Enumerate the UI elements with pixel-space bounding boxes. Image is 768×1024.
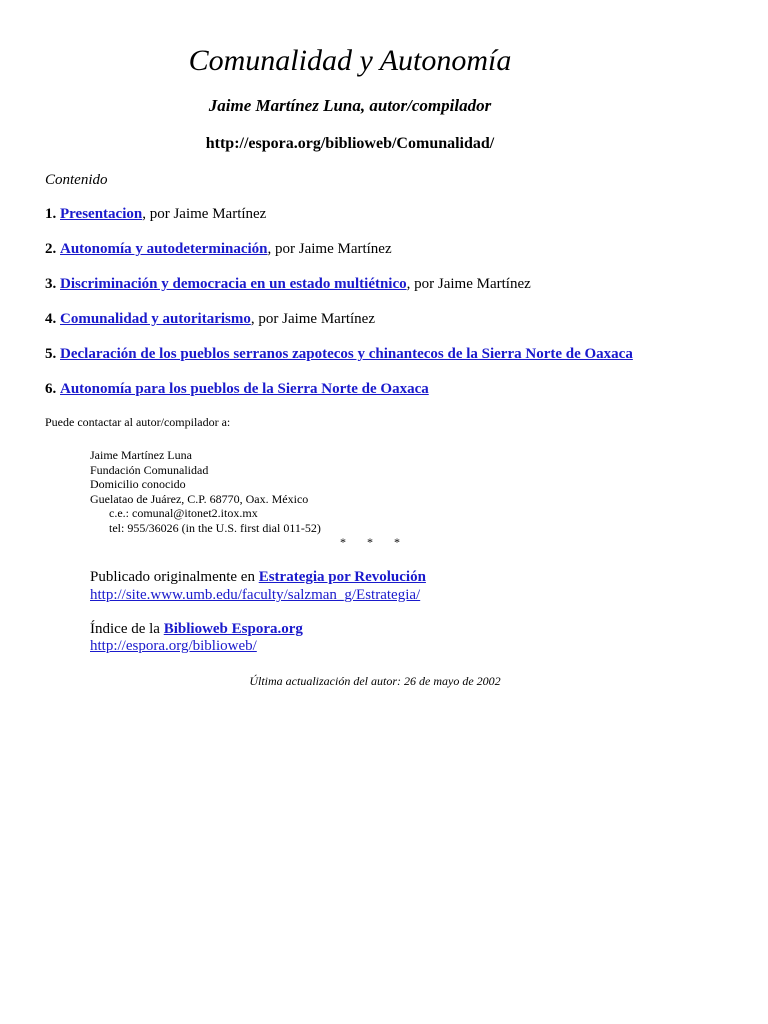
address-line: Jaime Martínez Luna [90,448,192,462]
toc-link-comunalidad-autoritarismo[interactable]: Comunalidad y autoritarismo [60,311,251,327]
address-block [90,448,321,535]
contact-email: c.e.: comunal@itonet2.itox.mx [109,506,258,520]
toc-item-suffix: , por Jaime Martínez [406,276,531,292]
toc-item [45,381,429,398]
section-separator: * * * [340,535,400,549]
toc-item-number: 1. [45,206,57,222]
toc-item-number: 4. [45,311,57,327]
biblioweb-link[interactable]: Biblioweb Espora.org [163,621,303,637]
index-url-line [90,638,257,655]
toc-item-number: 3. [45,276,57,292]
contact-intro: Puede contactar al autor/compilador a: [45,415,231,429]
collection-url: http://espora.org/biblioweb/Comunalidad/ [205,135,495,152]
toc-link-autonomia-sierra-norte[interactable]: Autonomía para los pueblos de la Sierra Norte de Oaxaca [60,381,429,397]
toc-item [45,276,531,293]
toc-link-autonomia-autodeterminacion[interactable]: Autonomía y autodeterminación [60,241,268,257]
toc-link-discriminacion-democracia[interactable]: Discriminación y democracia en un estado multiétnico [60,276,407,292]
author-line: Jaime Martínez Luna, autor/compilador [208,96,492,115]
toc-item [45,241,392,258]
index-prefix: Índice de la [90,621,164,637]
publication-url-line [90,587,420,604]
toc-item-suffix: , por Jaime Martínez [142,206,267,222]
publication-line [90,569,426,586]
address-line: Fundación Comunalidad [90,462,209,477]
toc-item-suffix: , por Jaime Martínez [250,311,375,327]
last-updated: Última actualización del autor: 26 de mayo de 2002 [249,674,501,688]
toc-heading: Contenido [45,172,108,188]
toc-link-presentacion[interactable]: Presentacion [60,206,143,222]
publication-url-link[interactable]: http://site.www.umb.edu/faculty/salzman_g/Estrategia/ [90,587,421,603]
toc-link-declaracion-pueblos-serranos[interactable]: Declaración de los pueblos serranos zapotecos y chinantecos de la Sierra Norte de Oaxaca [60,346,633,362]
biblioweb-url-link[interactable]: http://espora.org/biblioweb/ [90,638,257,654]
toc-item [45,346,633,363]
address-line: Domicilio conocido [90,477,186,491]
toc-item-number: 2. [45,241,57,257]
contact-phone: tel: 955/36026 (in the U.S. first dial 011-52) [109,520,321,535]
toc-item-number: 6. [45,381,57,397]
page-title: Comunalidad y Autonomía [188,44,512,77]
index-line [90,621,303,638]
toc-item-suffix: , por Jaime Martínez [267,241,392,257]
toc-item [45,206,266,223]
publication-prefix: Publicado originalmente en [90,569,259,585]
toc-item [45,311,375,328]
publication-link[interactable]: Estrategia por Revolución [258,569,426,585]
address-line: Guelatao de Juárez, C.P. 68770, Oax. México [90,491,309,506]
toc-item-number: 5. [45,346,57,362]
